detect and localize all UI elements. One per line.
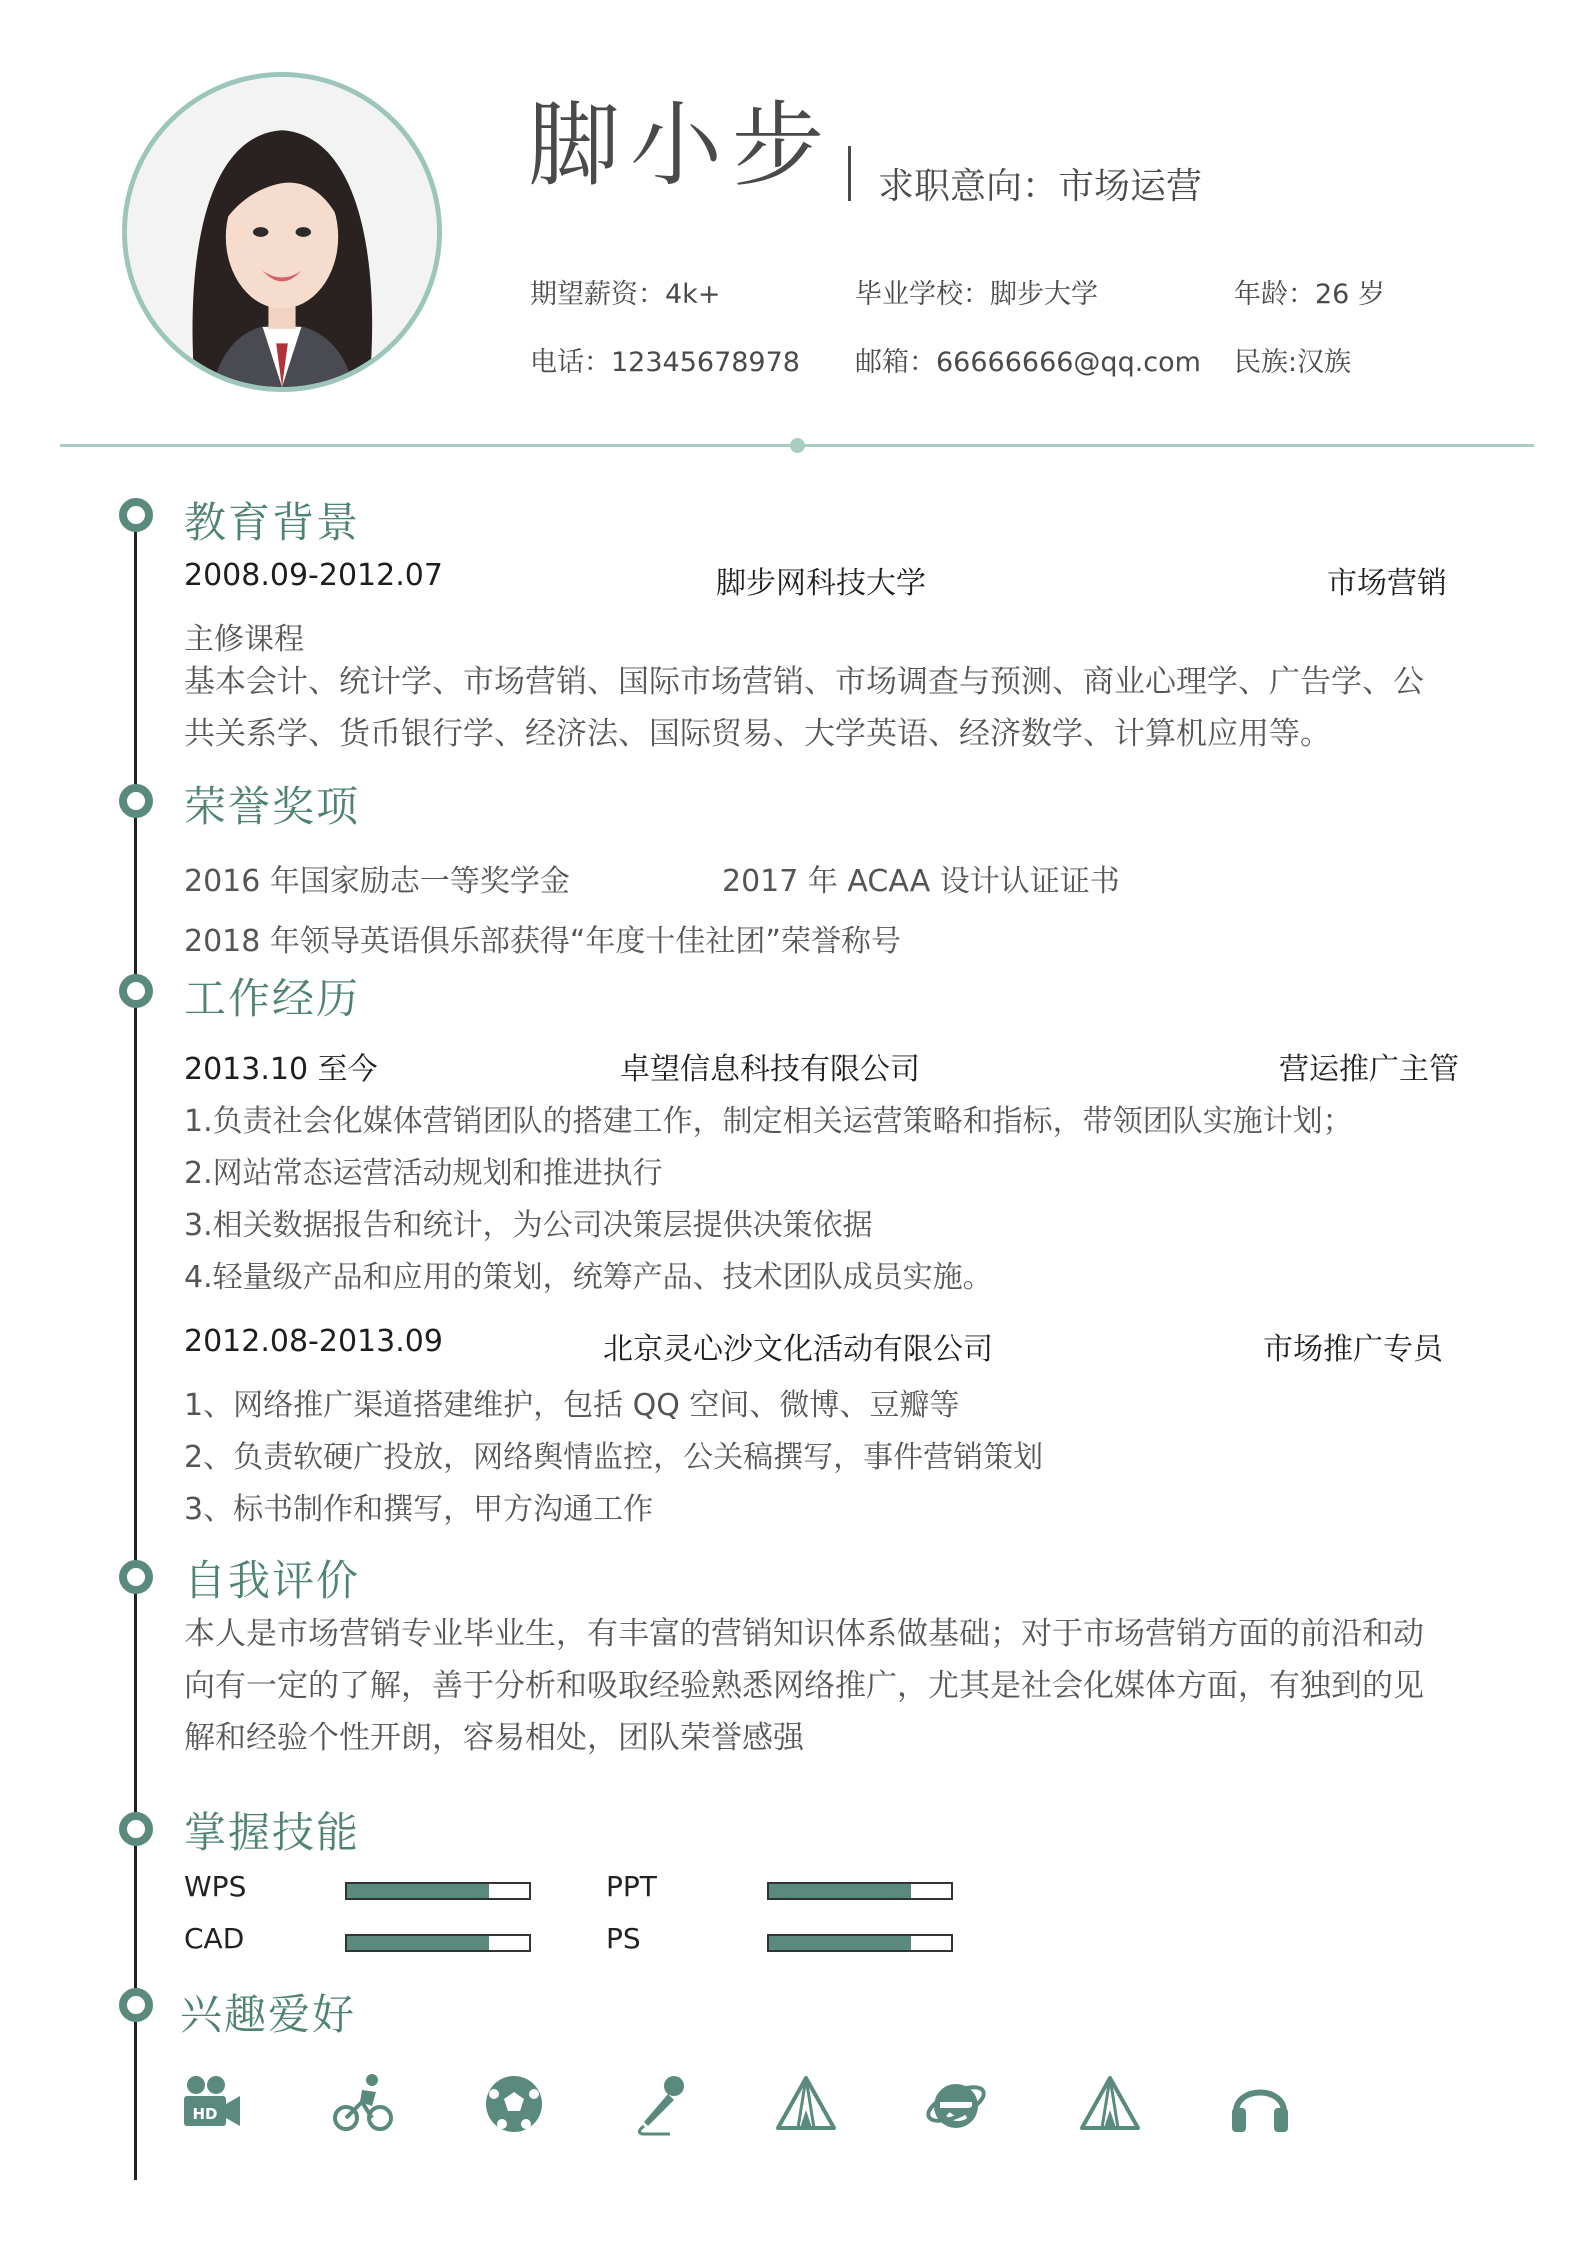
avatar [127,77,437,387]
self-eval-line: 解和经验个性开朗，容易相处，团队荣誉感强 [184,1720,804,1756]
job-intention: 求职意向：市场运营 [878,166,1203,207]
self-eval-line: 本人是市场营销专业毕业生，有丰富的营销知识体系做基础；对于市场营销方面的前沿和动 [184,1616,1424,1652]
skill-bar [767,1934,953,1952]
honor-item: 2017 年 ACAA 设计认证证书 [722,864,1120,899]
skill-bar [767,1882,953,1900]
job-duty: 4.轻量级产品和应用的策划，统筹产品、技术团队成员实施。 [184,1260,993,1295]
skill-bar-fill [769,1936,911,1950]
job-duty: 1.负责社会化媒体营销团队的搭建工作，制定相关运营策略和指标，带领团队实施计划； [184,1104,1353,1139]
skill-label: CAD [184,1922,245,1955]
job-duty: 3.相关数据报告和统计，为公司决策层提供决策依据 [184,1208,873,1243]
courses-line: 基本会计、统计学、市场营销、国际市场营销、市场调查与预测、商业心理学、广告学、公 [184,664,1424,700]
education-school: 脚步网科技大学 [716,566,926,601]
section-title-hobbies: 兴趣爱好 [180,1990,357,2039]
hd-video-camera-icon [180,2072,244,2136]
tent-icon [1078,2072,1142,2136]
skill-label: PPT [606,1870,657,1903]
courses-line: 共关系学、货币银行学、经济法、国际贸易、大学英语、经济数学、计算机应用等。 [184,716,1331,752]
section-title-work: 工作经历 [184,974,361,1023]
timeline-line [134,500,137,2180]
skill-bar-fill [347,1884,489,1898]
graduate-school: 毕业学校：脚步大学 [855,279,1098,310]
headphones-icon [1228,2072,1292,2136]
job-company: 北京灵心沙文化活动有限公司 [603,1332,993,1367]
timeline-node-hobbies [119,1988,153,2022]
timeline-node-self-eval [119,1560,153,1594]
skill-label: WPS [184,1870,247,1903]
honor-item: 2018 年领导英语俱乐部获得“年度十佳社团”荣誉称号 [184,924,901,959]
skill-bar-fill [347,1936,489,1950]
svg-text:HD: HD [192,2105,218,2123]
expected-salary: 期望薪资：4k+ [530,279,721,310]
section-title-self-eval: 自我评价 [184,1556,361,1605]
timeline-node-honors [119,784,153,818]
phone: 电话：12345678978 [530,347,800,378]
section-title-education: 教育背景 [184,498,361,547]
skill-label: PS [606,1922,641,1955]
self-eval-line: 向有一定的了解，善于分析和吸取经验熟悉网络推广，尤其是社会化媒体方面，有独到的见 [184,1668,1424,1704]
tent-icon [774,2072,838,2136]
job-period: 2013.10 至今 [184,1052,378,1087]
section-title-honors: 荣誉奖项 [184,782,361,831]
honor-item: 2016 年国家励志一等奖学金 [184,864,570,899]
ethnicity: 民族:汉族 [1234,347,1352,378]
skill-bar [345,1934,531,1952]
job-position: 营运推广主管 [1279,1052,1459,1087]
cycling-icon [332,2072,396,2136]
timeline-node-skills [119,1812,153,1846]
internet-explorer-icon [924,2072,988,2136]
job-duty: 2、负责软硬广投放，网络舆情监控，公关稿撰写，事件营销策划 [184,1440,1044,1475]
education-major: 市场营销 [1327,566,1447,601]
job-period: 2012.08-2013.09 [184,1324,443,1359]
education-period: 2008.09-2012.07 [184,558,443,593]
job-duty: 3、标书制作和撰写，甲方沟通工作 [184,1492,654,1527]
profile-photo [122,72,442,392]
header-divider-dot [790,438,805,453]
section-title-skills: 掌握技能 [184,1808,361,1857]
age: 年龄：26 岁 [1234,279,1385,310]
timeline-node-work [119,974,153,1008]
job-duty: 2.网站常态运营活动规划和推进执行 [184,1156,663,1191]
job-duty: 1、网络推广渠道搭建维护，包括 QQ 空间、微博、豆瓣等 [184,1388,960,1423]
job-company: 卓望信息科技有限公司 [620,1052,920,1087]
soccer-ball-icon [482,2072,546,2136]
courses-label: 主修课程 [184,622,304,657]
skill-bar [345,1882,531,1900]
timeline-node-education [119,498,153,532]
microphone-icon [630,2072,694,2136]
name-divider [848,146,851,201]
candidate-name: 脚小步 [528,92,835,199]
skill-bar-fill [769,1884,911,1898]
job-position: 市场推广专员 [1263,1332,1443,1367]
email: 邮箱：66666666@qq.com [855,347,1201,378]
